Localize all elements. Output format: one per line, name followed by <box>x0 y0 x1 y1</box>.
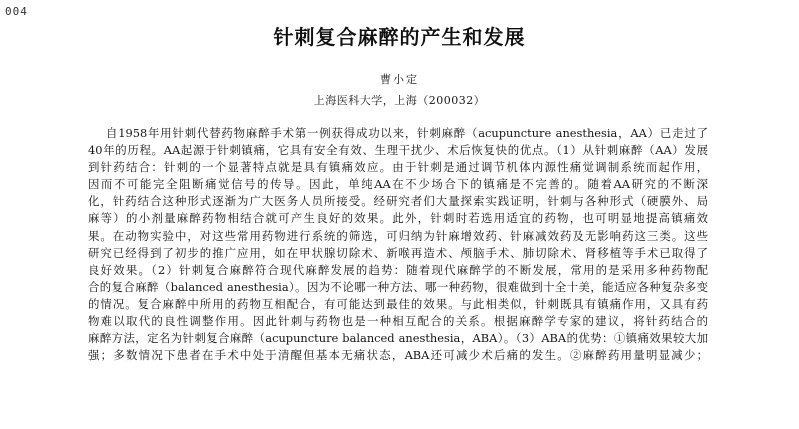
article-title: 针刺复合麻醉的产生和发展 <box>273 25 526 49</box>
body-line: 自1958年用针刺代替药物麻醉手术第一例获得成功以来，针刺麻醉（acupuncture anesthesia，AA）已走过了 <box>106 126 708 140</box>
body-line: 研究已经得到了初步的推广应用，如在甲状腺切除术、新喉再造术、颅脑手术、肺切除术、肾移植等手术已取得了 <box>88 245 708 260</box>
body-line: 物难以取代的良性调整作用。因此针刺与药物也是一种相互配合的关系。根据麻醉学专家的建议，将针药结合的 <box>88 314 708 329</box>
author-name: 曹小定 <box>380 73 419 86</box>
body-line: 良好效果。（2）针刺复合麻醉符合现代麻醉发展的趋势：随着现代麻醉学的不断发展，常用的是采用多种药物配 <box>88 262 708 277</box>
body-line: 麻醉方法，定名为针刺复合麻醉（acupuncture balanced anesthesia，ABA）。（3）ABA的优势：①镇痛效果较大加 <box>88 331 708 346</box>
page-number: 004 <box>5 5 28 18</box>
body-line: 化，针药结合这种形式逐渐为广大医务人员所接受。经研究者们大量探索实践证明，针刺与各种形式（硬膜外、局 <box>88 194 708 209</box>
body-line: 果。在动物实验中，对这些常用药物进行系统的筛选，可归纳为针麻增效药、针麻减效药及无影响药这三类。这些 <box>88 228 708 243</box>
body-line: 合的复合麻醉（balanced anesthesia）。因为不论哪一种方法、哪一种药物，很难做到十全十美，能适应各种复杂多变 <box>88 279 708 294</box>
body-paragraph <box>88 125 708 364</box>
body-line: 强；多数情况下患者在手术中处于清醒但基本无痛状态，ABA还可减少术后痛的发生。②麻醉药用量明显减少； <box>88 348 708 363</box>
body-line: 麻等）的小剂量麻醉药物相结合就可产生良好的效果。此外，针刺时若选用适宜的药物，也可明显地提高镇痛效 <box>88 211 708 226</box>
body-line: 的情况。复合麻醉中所用的药物互相配合，有可能达到最佳的效果。与此相类似，针刺既具有镇痛作用，又具有药 <box>88 296 708 311</box>
body-line: 40年的历程。AA起源于针刺镇痛，它具有安全有效、生理干扰少、术后恢复快的优点。（1）从针刺麻醉（AA）发展 <box>88 143 708 158</box>
body-line: 因而不可能完全阻断痛觉信号的传导。因此，单纯AA在不少场合下的镇痛是不完善的。随着AA研究的不断深 <box>88 177 708 192</box>
body-line: 到针药结合：针刺的一个显著特点就是具有镇痛效应。由于针刺是通过调节机体内源性痛觉调制系统而起作用， <box>88 160 708 175</box>
author-affiliation: 上海医科大学，上海（200032） <box>313 94 486 107</box>
